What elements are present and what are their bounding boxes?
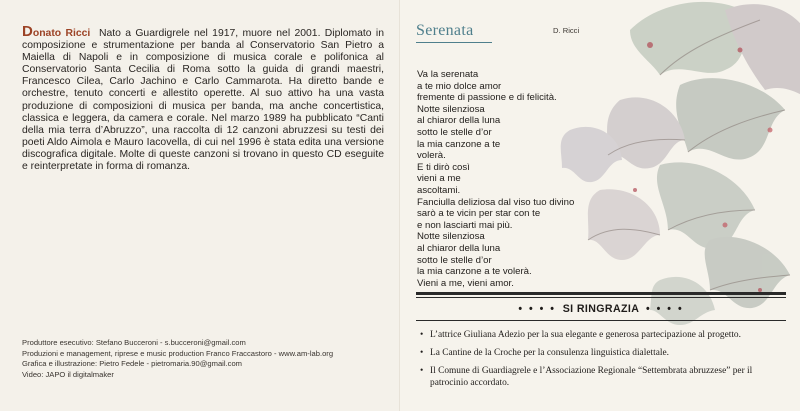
list-item: • La Cantine de la Croche per la consulenza linguistica dialettale. [420, 348, 669, 359]
lyric-line: Va la serenata [417, 69, 479, 80]
composer-name: Donato Ricci [22, 23, 91, 40]
bullet-icon: • [420, 366, 424, 377]
lyric-line: vieni a me [417, 173, 461, 185]
lyric-line: Vieni a me, vieni amor. [417, 277, 514, 289]
drop-cap: D [22, 23, 33, 40]
title-underline [416, 42, 492, 43]
lyric-line: Notte silenziosa [417, 231, 485, 243]
lyric-line: a te mio dolce amor [417, 80, 502, 92]
thanks-list [420, 330, 780, 396]
thanks-heading [416, 303, 786, 315]
song-author: D. Ricci [553, 26, 580, 35]
dots-left: • • • • [518, 303, 556, 315]
biography-body: Nato a Guardigrele nel 1917, muore nel 2001. Diplomato in composizione e strumentazione per banda al Conservatorio San Pietro a Maiella di Napoli e in composizione di musica corale e polifonica al Conservatorio Santa Cecilia di Roma sotto la guida di grandi maestri, Francesco Cilea, Carlo Jachino e Carlo Cammarota. Ha diretto bande e orchestre, tenuto concerti e allestito operette. Al suo attivo ha una vasta produzione di composizioni di musica per banda, ma anche concertistica, classica e leggera, da camera e corale. Nel marzo 1989 ha pubblicato “Canti della mia terra d’Abruzzo”, una raccolta di 12 canzoni abruzzesi su testi dei poeti Aldo Aimola e Mauro Iacovella, di cui nel 1996 è stata edita una versione discografica digitale. Molte di queste canzoni si trovano in questo CD eseguite e reinterpretate in forma di romanza. [22, 28, 384, 173]
lyric-line: sarò a te vicin per star con te [417, 208, 541, 220]
lyric-line: la mia canzone a te volerà. [417, 266, 532, 278]
lyric-line: volerà. [417, 150, 446, 162]
right-page [400, 0, 800, 411]
credit-line: Video: JAPO il digitalmaker [22, 369, 114, 379]
song-lyrics [417, 69, 617, 289]
lyric-line: e non lasciarti mai più. [417, 219, 513, 231]
lyric-line: Fanciulla deliziosa dal viso tuo divino [417, 196, 575, 208]
thanks-title: SI RINGRAZIA [562, 303, 640, 315]
bullet-icon: • [420, 348, 424, 359]
thanks-top-rule-thin [416, 297, 786, 298]
lyric-line: fremente di passione e di felicità. [417, 92, 557, 104]
credit-line: Produttore esecutivo: Stefano Bucceroni - s.bucceroni@gmail.com [22, 338, 246, 347]
credit-line: Produzioni e management, riprese e music production Franco Fraccastoro - www.am-lab.org [22, 348, 334, 358]
lyric-line: al chiaror della luna [417, 115, 501, 127]
list-item: • L’attrice Giuliana Adezio per la sua elegante e generosa partecipazione al progetto. [420, 330, 741, 340]
lyric-line: la mia canzone a te [417, 138, 501, 150]
dots-right: • • • • [645, 303, 684, 315]
thanks-top-rule [416, 292, 786, 295]
list-item: • Il Comune di Guardiagrele e l’Associazione Regionale “Settembrata abruzzese” per il patrocinio accordato. [420, 366, 753, 388]
credit-line: Grafica e illustrazione: Pietro Fedele - pietromaria.90@gmail.com [22, 359, 242, 369]
lyric-line: sotto le stelle d’or [417, 126, 492, 138]
lyric-line: E ti dirò così [417, 161, 470, 173]
lyric-line: sotto le stelle d’or [417, 254, 492, 266]
lyric-line: ascoltami. [417, 184, 461, 196]
lyric-line: Notte silenziosa [417, 103, 485, 115]
credits-block [22, 338, 382, 380]
biography-text [22, 23, 384, 173]
thanks-bottom-rule [416, 320, 786, 321]
lyric-line: al chiaror della luna [417, 242, 501, 254]
bullet-icon: • [420, 330, 424, 340]
song-title: Serenata [416, 22, 474, 39]
